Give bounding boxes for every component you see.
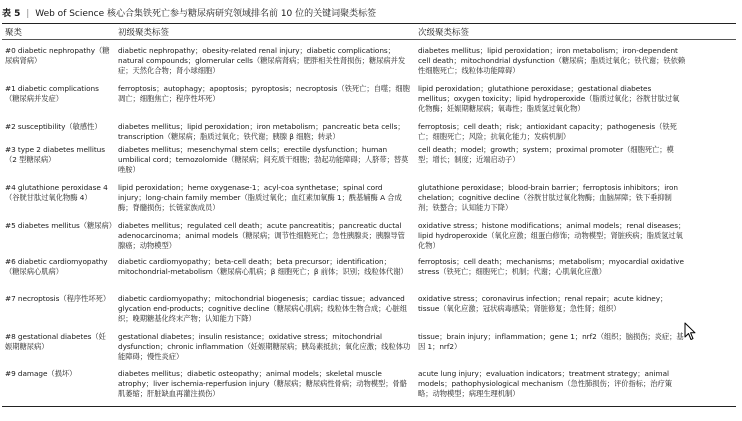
row-1-secondary: lipid peroxidation；glutathione peroxidase；gestational diabetes mellitus；oxygen toxicity；lipid hydroperoxide（脂质过氧化；谷胱甘肽过氧化物酶；妊娠期糖尿病；氧毒性；脂质氢过氧化物） <box>418 84 680 114</box>
row-4-primary: lipid peroxidation；heme oxygenase-1；acyl-coa synthetase；spinal cord injury；long-chain family member（脂质过氧化；血红素加氧酶 1；酰基辅酶 A 合成酶；脊髓损伤；长链家族成员） <box>118 183 402 213</box>
row-3-secondary: cell death；model；growth；system；proximal promoter（细胞死亡；模型；增长；制度；近端启动子） <box>418 145 674 165</box>
row-5-primary: diabetes mellitus；regulated cell death；acute pancreatitis；pancreatic ductal adenocarcinoma；animal models（糖尿病；调节性细胞死亡；急性胰腺炎；胰腺导管腺癌；动物模型） <box>118 221 405 251</box>
row-5-cluster: #5 diabetes mellitus（糖尿病） <box>5 221 117 230</box>
row-6-cluster: #6 diabetic cardiomyopathy（糖尿病心肌病） <box>5 257 108 277</box>
table-caption <box>2 6 376 19</box>
row-5-secondary: oxidative stress；histone modifications；animal models；renal diseases；lipid hydroperoxide（氧化应激；组蛋白修饰；动物模型；肾脏疾病；脂质氢过氧化物） <box>418 221 686 251</box>
header-secondary-labels: 次级聚类标签 <box>418 28 470 38</box>
row-7-primary: diabetic cardiomyopathy；mitochondrial biogenesis；cardiac tissue；advanced glycation end-products；cognitive decline（糖尿病心肌病；线粒体生物合成；心脏组织；晚期糖基化终末产物；认知能力下降） <box>118 294 408 324</box>
table-top-rule <box>2 23 736 24</box>
row-9-cluster: #9 damage（损坏） <box>5 369 77 378</box>
row-1-cluster: #1 diabetic complications（糖尿病并发症） <box>5 84 99 104</box>
row-2-secondary: ferroptosis；cell death；risk；antioxidant capacity；pathogenesis（铁死亡；细胞死亡；风险；抗氧化能力；发病机制） <box>418 122 677 142</box>
row-2-cluster: #2 susceptibility（敏感性） <box>5 122 102 131</box>
header-primary-labels: 初级聚类标签 <box>118 28 170 38</box>
table-header-rule <box>2 39 736 40</box>
row-7-cluster: #7 necroptosis（程序性坏死） <box>5 294 111 303</box>
row-8-secondary: tissue；brain injury；inflammation；gene 1；nrf2（组织；脑损伤；炎症；基因 1；nrf2） <box>418 332 684 352</box>
mouse-pointer-icon <box>684 322 696 346</box>
header-cluster: 聚类 <box>5 28 23 38</box>
row-6-secondary: ferroptosis；cell death；mechanisms；metabolism；myocardial oxidative stress（铁死亡；细胞死亡；机制；代谢；心肌氧化应激） <box>418 257 684 277</box>
row-6-primary: diabetic cardiomyopathy；beta-cell death；beta precursor；identification；mitochondrial-metabolism（糖尿病心肌病；β 细胞死亡；β 前体；识别；线粒体代谢） <box>118 257 408 277</box>
row-3-primary: diabetes mellitus；mesenchymal stem cells；erectile dysfunction；human umbilical cord；temozolomide（糖尿病；间充质干细胞；勃起功能障碍；人脐带；替莫唑胺） <box>118 145 409 175</box>
table-title: Web of Science 核心合集铁死亡参与糖尿病研究领域排名前 10 位的关键词聚类标签 <box>35 9 377 19</box>
row-8-cluster: #8 gestational diabetes（妊娠期糖尿病） <box>5 332 106 352</box>
row-8-primary: gestational diabetes；insulin resistance；oxidative stress；mitochondrial dysfunction；chronic inflammation（妊娠期糖尿病；胰岛素抵抗；氧化应激；线粒体功能障碍；慢性炎症） <box>118 332 411 362</box>
table-number: 表 5 <box>2 9 21 19</box>
caption-separator: | <box>26 9 30 19</box>
row-1-primary: ferroptosis；autophagy；apoptosis；pyroptosis；necroptosis（铁死亡；自噬；细胞凋亡；细胞焦亡；程序性坏死） <box>118 84 410 104</box>
table-bottom-rule <box>2 406 736 407</box>
row-3-cluster: #3 type 2 diabetes mellitus（2 型糖尿病） <box>5 145 105 165</box>
row-0-primary: diabetic nephropathy；obesity-related renal injury；diabetic complications；natural compounds；glomerular cells（糖尿病肾病；肥胖相关性肾损伤；糖尿病并发症；天然化合物；肾小球细胞） <box>118 46 406 76</box>
row-2-primary: diabetes mellitus；lipid peroxidation；iron metabolism；pancreatic beta cells；transcription（糖尿病；脂质过氧化；铁代谢；胰腺 β 细胞；转录） <box>118 122 405 142</box>
row-9-secondary: acute lung injury；evaluation indicators；treatment strategy；animal models；pathophysiological mechanism（急性肺损伤；评价指标；治疗策略；动物模型；病理生理机制） <box>418 369 672 399</box>
row-9-primary: diabetes mellitus；diabetic osteopathy；animal models；skeletal muscle atrophy；liver ischemia-reperfusion injury（糖尿病；糖尿病性骨病；动物模型；骨骼肌萎缩；肝脏缺血再灌注损伤） <box>118 369 408 399</box>
row-4-cluster: #4 glutathione peroxidase 4（谷胱甘肽过氧化物酶 4） <box>5 183 108 203</box>
row-0-secondary: diabetes mellitus；lipid peroxidation；iron metabolism；iron-dependent cell death；mitochondrial dysfunction（糖尿病；脂质过氧化；铁代谢；铁依赖性细胞死亡；线粒体功能障碍） <box>418 46 686 76</box>
row-0-cluster: #0 diabetic nephropathy（糖尿病肾病） <box>5 46 110 66</box>
row-7-secondary: oxidative stress；coronavirus infection；renal repair；acute kidney；tissue（氧化应激；冠状病毒感染；肾脏修复；急性肾；组织） <box>418 294 668 314</box>
row-4-secondary: glutathione peroxidase；blood-brain barrier；ferroptosis inhibitors；iron chelation；cognitive decline（谷胱甘肽过氧化物酶；血脑屏障；铁下垂抑制剂；铁螯合；认知能力下降） <box>418 183 678 213</box>
